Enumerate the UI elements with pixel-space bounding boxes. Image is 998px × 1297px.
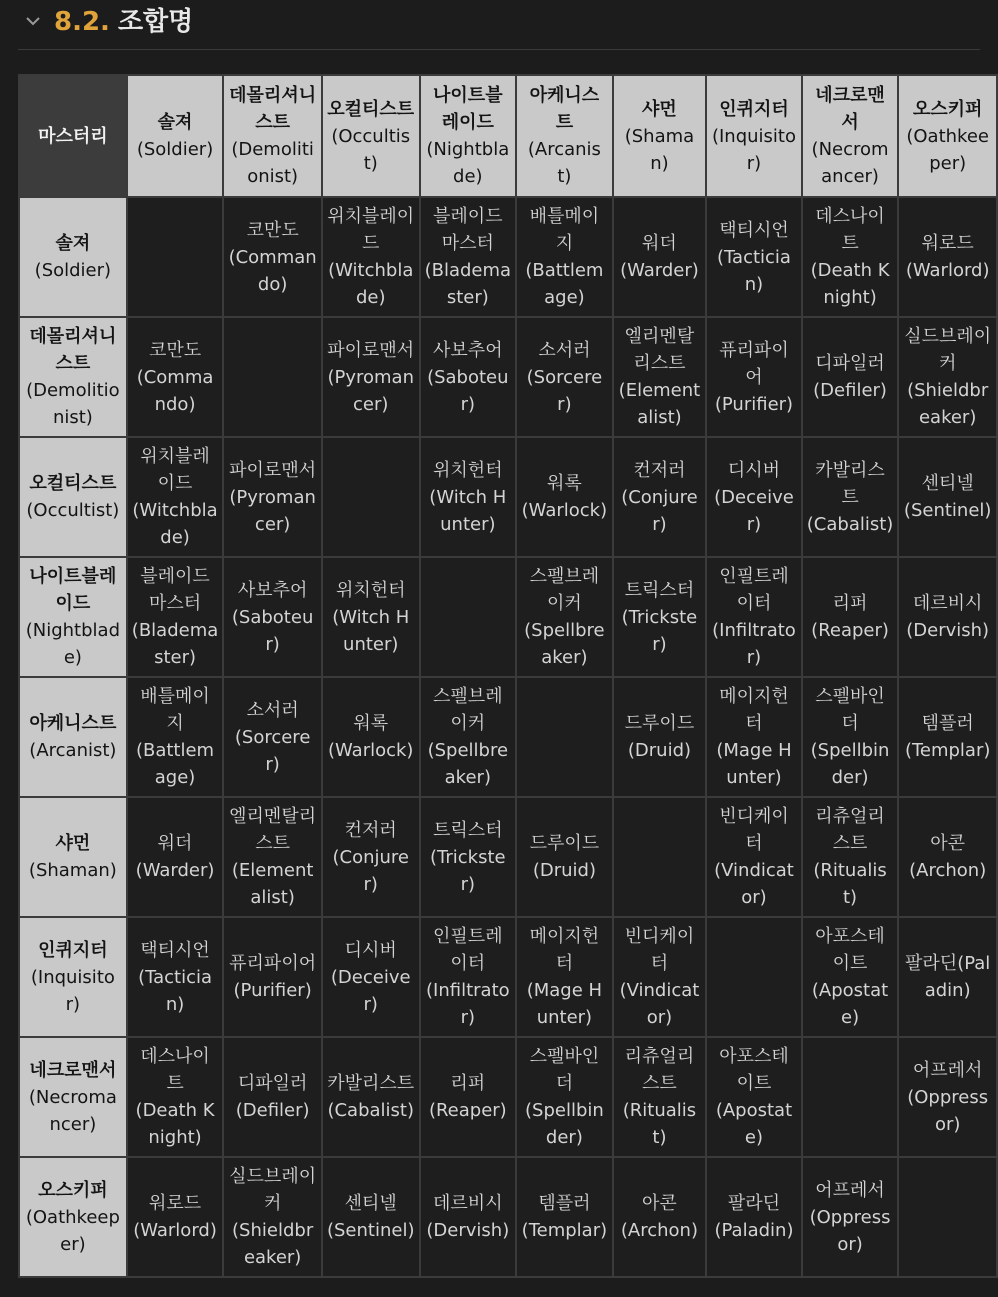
cell-ko: 드루이드: [624, 713, 695, 734]
row-header: [19, 677, 127, 797]
cell-ko: 센티넬: [921, 473, 974, 494]
cell-ko: 코만도: [148, 339, 202, 361]
row-header-ko: 오스키퍼: [38, 1179, 108, 1201]
corner-label: 마스터리: [38, 125, 108, 147]
column-header-ko: 네크로맨서: [815, 85, 885, 133]
cell-en: (Conjurer): [621, 486, 698, 535]
table-cell: [706, 677, 802, 797]
table-row: [19, 197, 997, 317]
cell-ko: 인필트레이터: [719, 566, 789, 614]
cell-ko: 워더: [642, 233, 677, 254]
cell-en: (Tactician): [717, 246, 791, 295]
table-cell: [322, 1037, 420, 1157]
cell-ko: 위치헌터: [335, 579, 406, 601]
cell-ko: 아포스테이트: [719, 1046, 789, 1094]
cell-en: (Deceiver): [714, 486, 794, 535]
table-cell: [223, 437, 322, 557]
cell-ko: 블레이드마스터: [433, 206, 503, 254]
cell-en: (Cabalist): [806, 513, 894, 535]
cell-ko: 실드브레이커: [229, 1166, 317, 1214]
cell-ko: 트릭스터: [433, 819, 503, 841]
cell-en: (Sorcerer): [234, 726, 311, 775]
cell-ko: 퓨리파이어: [719, 339, 789, 388]
table-cell: [802, 677, 899, 797]
section-number: 8.2.: [54, 7, 110, 37]
cell-ko: 스펠바인더: [815, 686, 885, 734]
table-cell: [706, 1157, 802, 1277]
table-cell: [223, 797, 322, 917]
cell-ko: 빈디케이터: [719, 806, 789, 854]
header-row: [19, 75, 997, 197]
column-header: [613, 75, 707, 197]
cell-en: (Cabalist): [327, 1100, 414, 1121]
corner-header: [19, 75, 127, 197]
cell-ko: 배틀메이지: [140, 686, 210, 734]
cell-en: (Trickster): [430, 846, 506, 895]
cell-en: (Witch Hunter): [429, 486, 507, 535]
cell-ko: 스펠브레이커: [529, 566, 600, 614]
chevron-down-icon[interactable]: [24, 12, 42, 30]
row-header-ko: 인퀴지터: [38, 939, 108, 961]
table-cell: [802, 197, 899, 317]
cell-ko: 블레이드마스터: [140, 566, 210, 614]
cell-ko: 택티시언: [719, 219, 789, 241]
table-cell: [420, 1037, 517, 1157]
row-header: [19, 437, 127, 557]
table-cell: [420, 1157, 517, 1277]
row-header-ko: 솔져: [55, 233, 91, 254]
cell-en: (Dervish): [426, 1220, 510, 1241]
column-header-ko: 오스키퍼: [912, 98, 983, 120]
column-header-en: (Demolitionist): [231, 139, 314, 187]
table-cell: [706, 317, 802, 437]
cell-en: (Templar): [904, 740, 991, 761]
table-cell: [223, 917, 322, 1037]
table-row: [19, 917, 997, 1037]
cell-en: (Battlemage): [135, 740, 215, 788]
cell-ko: 어프레서: [912, 1059, 983, 1081]
table-cell: [613, 557, 707, 677]
cell-en: (Mage Hunter): [526, 980, 603, 1028]
table-cell: [322, 917, 420, 1037]
cell-ko: 리퍼: [450, 1073, 486, 1094]
cell-en: (Vindicator): [619, 980, 700, 1028]
cell-en: (Blademaster): [131, 620, 219, 668]
table-cell: [613, 1037, 707, 1157]
row-header-ko: 오컬티스트: [29, 473, 117, 494]
table-cell: [223, 197, 322, 317]
column-header-en: (Shaman): [624, 125, 695, 174]
cell-en: (Tactician): [138, 966, 213, 1015]
cell-ko: 카발리스트: [815, 459, 885, 508]
table-body: [19, 197, 997, 1277]
cell-en: (Spellbinder): [810, 740, 890, 788]
table-cell: [322, 197, 420, 317]
cell-ko: 워로드: [921, 233, 974, 254]
cell-en: (Infiltrator): [426, 980, 510, 1028]
row-header: [19, 797, 127, 917]
cell-ko: 디시버: [344, 939, 397, 961]
cell-ko: 퓨리파이어: [229, 953, 317, 974]
row-header-en: (Shaman): [28, 860, 117, 881]
cell-en: (Pyromancer): [229, 486, 316, 535]
table-row: [19, 317, 997, 437]
column-header-en: (Inquisitor): [711, 125, 796, 174]
table-cell: [322, 797, 420, 917]
table-cell: [127, 1157, 224, 1277]
table-cell: [223, 557, 322, 677]
cell-ko: 데르비시: [912, 593, 983, 614]
cell-en: (Purifier): [714, 393, 794, 415]
table-cell: [898, 1037, 997, 1157]
table-cell: [322, 677, 420, 797]
column-header: [802, 75, 899, 197]
cell-en: (Vindicator): [714, 860, 794, 908]
cell-en: (Witch Hunter): [332, 606, 410, 655]
table-cell: [898, 797, 997, 917]
table-cell: [802, 317, 899, 437]
table-cell: [516, 1157, 613, 1277]
table-cell: [706, 197, 802, 317]
table-cell: [516, 197, 613, 317]
cell-en: (Spellbreaker): [524, 620, 605, 668]
cell-ko: 소서러: [538, 339, 591, 361]
cell-ko: 메이지헌터: [529, 926, 600, 974]
cell-en: (Archon): [620, 1220, 698, 1241]
row-header: [19, 317, 127, 437]
table-cell: [516, 1037, 613, 1157]
table-cell: [516, 317, 613, 437]
cell-en: (Elementalist): [618, 380, 701, 428]
cell-ko: 컨저러: [633, 459, 686, 481]
table-cell: [613, 917, 707, 1037]
cell-en: (Oppressor): [907, 1086, 989, 1135]
column-header-ko: 아케니스트: [529, 85, 600, 133]
table-cell: [706, 557, 802, 677]
cell-ko: 워로드: [148, 1193, 202, 1214]
table-cell: [223, 317, 322, 437]
cell-en: (Defiler): [235, 1100, 310, 1121]
column-header: [516, 75, 613, 197]
cell-en: (Warder): [620, 260, 699, 281]
table-cell: [802, 1037, 899, 1157]
cell-ko: 스펠바인더: [529, 1046, 600, 1094]
table-cell: [706, 917, 802, 1037]
table-cell: [127, 557, 224, 677]
cell-ko: 아포스테이트: [815, 926, 885, 974]
column-header-en: (Necromancer): [811, 139, 889, 187]
table-cell: [613, 797, 707, 917]
cell-ko: 디파일러: [237, 1073, 308, 1094]
cell-ko: 사보추어: [237, 579, 308, 601]
combination-table: [18, 74, 998, 1278]
row-header: [19, 1157, 127, 1277]
cell-en: (Sentinel): [903, 500, 992, 521]
table-cell: [322, 437, 420, 557]
cell-en: (Battlemage): [525, 260, 604, 308]
column-header: [898, 75, 997, 197]
row-header-en: (Soldier): [34, 260, 112, 281]
cell-en: (Sorcerer): [526, 366, 603, 415]
cell-ko: 실드브레이커: [904, 326, 992, 374]
cell-en: (Spellbinder): [525, 1100, 604, 1148]
column-header-ko: 샤먼: [642, 98, 677, 120]
cell-ko: 트릭스터: [624, 579, 695, 601]
row-header-en: (Inquisitor): [30, 966, 115, 1015]
table-cell: [706, 1037, 802, 1157]
cell-ko: 위치블레이드: [327, 206, 415, 254]
cell-en: (Saboteur): [231, 606, 314, 655]
table-cell: [322, 317, 420, 437]
table-cell: [127, 797, 224, 917]
table-cell: [898, 437, 997, 557]
cell-ko: 아콘: [642, 1193, 677, 1214]
table-cell: [420, 557, 517, 677]
cell-ko: 드루이드: [529, 833, 600, 854]
cell-en: (Paladin): [714, 1220, 794, 1241]
table-cell: [516, 917, 613, 1037]
row-header-ko: 샤먼: [55, 833, 91, 854]
cell-ko: 데르비시: [433, 1193, 503, 1214]
column-header-en: (Arcanist): [527, 139, 601, 187]
cell-ko: 사보추어: [433, 339, 503, 361]
cell-en: (Reaper): [428, 1100, 507, 1121]
cell-en: (Oppressor): [809, 1206, 891, 1255]
table-cell: [613, 197, 707, 317]
table-row: [19, 677, 997, 797]
table-cell: [127, 197, 224, 317]
column-header-en: (Nightblade): [426, 139, 510, 187]
column-header-en: (Occultist): [331, 125, 411, 174]
table-cell: [127, 317, 224, 437]
cell-en: (Pyromancer): [327, 366, 414, 415]
cell-en: (Commando): [228, 246, 317, 295]
cell-en: (Elementalist): [231, 860, 314, 908]
cell-en: (Ritualist): [622, 1100, 697, 1148]
cell-en: (Conjurer): [332, 846, 409, 895]
row-header: [19, 557, 127, 677]
column-header: [322, 75, 420, 197]
table-cell: [706, 797, 802, 917]
cell-ko: 팔라딘(Paladin): [905, 953, 991, 1001]
table-cell: [420, 917, 517, 1037]
table-cell: [613, 1157, 707, 1277]
row-header-ko: 데몰리셔니스트: [29, 326, 117, 374]
cell-ko: 위치블레이드: [140, 446, 210, 494]
cell-ko: 코만도: [246, 219, 299, 241]
table-cell: [802, 437, 899, 557]
row-header-en: (Oathkeeper): [25, 1206, 120, 1255]
table-row: [19, 557, 997, 677]
table-cell: [802, 917, 899, 1037]
table-cell: [322, 1157, 420, 1277]
cell-ko: 디시버: [727, 459, 781, 481]
cell-en: (Apostate): [715, 1100, 793, 1148]
column-header-en: (Soldier): [136, 139, 214, 160]
cell-ko: 센티넬: [344, 1193, 397, 1214]
cell-en: (Reaper): [811, 620, 889, 641]
row-header-ko: 네크로맨서: [29, 1059, 117, 1081]
table-cell: [420, 797, 517, 917]
row-header: [19, 1037, 127, 1157]
table-cell: [516, 797, 613, 917]
cell-en: (Witchblade): [328, 260, 414, 308]
table-cell: [898, 917, 997, 1037]
table-cell: [898, 1157, 997, 1277]
table-cell: [613, 677, 707, 797]
cell-en: (Apostate): [811, 980, 889, 1028]
column-header: [706, 75, 802, 197]
cell-ko: 팔라딘: [727, 1193, 781, 1214]
row-header-ko: 아케니스트: [29, 713, 117, 734]
table-cell: [898, 197, 997, 317]
cell-en: (Saboteur): [427, 366, 509, 415]
row-header-en: (Necromancer): [28, 1086, 117, 1135]
table-cell: [802, 1157, 899, 1277]
cell-en: (Sentinel): [326, 1220, 415, 1241]
cell-en: (Ritualist): [813, 860, 887, 908]
section-title-text: 조합명: [117, 7, 194, 37]
column-header: [127, 75, 224, 197]
cell-ko: 리퍼: [832, 593, 868, 614]
cell-en: (Shieldbreaker): [232, 1220, 314, 1268]
row-header-en: (Arcanist): [29, 740, 117, 761]
cell-en: (Death Knight): [810, 260, 890, 308]
row-header-ko: 나이트블레이드: [29, 566, 117, 614]
cell-en: (Templar): [521, 1220, 608, 1241]
table-cell: [127, 1037, 224, 1157]
table-cell: [898, 557, 997, 677]
cell-ko: 데스나이트: [815, 206, 885, 254]
column-header-en: (Oathkeeper): [906, 125, 989, 174]
cell-en: (Warlord): [133, 1220, 217, 1241]
table-cell: [613, 437, 707, 557]
cell-ko: 스펠브레이커: [433, 686, 503, 734]
section-header: [18, 0, 980, 50]
cell-ko: 빈디케이터: [624, 926, 695, 974]
cell-ko: 워더: [157, 833, 193, 854]
cell-ko: 카발리스트: [327, 1073, 415, 1094]
column-header-ko: 인퀴지터: [719, 98, 789, 120]
cell-ko: 소서러: [246, 699, 299, 721]
cell-ko: 워록: [547, 473, 582, 494]
cell-en: (Commando): [136, 366, 214, 415]
cell-en: (Purifier): [233, 980, 312, 1001]
cell-ko: 파이로맨서: [229, 459, 317, 481]
column-header: [420, 75, 517, 197]
table-cell: [223, 677, 322, 797]
cell-en: (Infiltrator): [712, 620, 796, 668]
table-cell: [322, 557, 420, 677]
cell-ko: 컨저러: [344, 819, 397, 841]
column-header-ko: 솔져: [157, 112, 193, 133]
table-cell: [223, 1157, 322, 1277]
table-cell: [516, 557, 613, 677]
table-cell: [127, 437, 224, 557]
column-header-ko: 데몰리셔니스트: [229, 85, 317, 133]
cell-ko: 리츄얼리스트: [815, 806, 885, 854]
row-header-en: (Occultist): [26, 500, 120, 521]
cell-en: (Spellbreaker): [427, 740, 509, 788]
cell-en: (Druid): [532, 860, 596, 881]
section-title: [54, 6, 193, 38]
cell-en: (Trickster): [621, 606, 698, 655]
row-header: [19, 197, 127, 317]
cell-ko: 데스나이트: [140, 1046, 210, 1094]
row-header-en: (Demolitionist): [26, 380, 120, 428]
row-header-en: (Nightblade): [25, 620, 120, 668]
table-cell: [127, 677, 224, 797]
column-header: [223, 75, 322, 197]
column-header-ko: 나이트블레이드: [433, 85, 503, 133]
table-cell: [127, 917, 224, 1037]
table-cell: [898, 317, 997, 437]
table-cell: [516, 437, 613, 557]
table-cell: [898, 677, 997, 797]
table-row: [19, 1037, 997, 1157]
cell-en: (Warder): [135, 860, 215, 881]
cell-ko: 위치헌터: [433, 459, 503, 481]
table-cell: [802, 797, 899, 917]
cell-ko: 어프레서: [815, 1179, 885, 1201]
cell-ko: 리츄얼리스트: [624, 1046, 695, 1094]
table-cell: [802, 557, 899, 677]
cell-en: (Archon): [909, 860, 987, 881]
cell-ko: 택티시언: [140, 939, 210, 961]
cell-en: (Defiler): [813, 380, 887, 401]
cell-ko: 템플러: [921, 713, 974, 734]
cell-ko: 템플러: [538, 1193, 591, 1214]
cell-ko: 메이지헌터: [719, 686, 789, 734]
cell-ko: 디파일러: [815, 353, 885, 374]
table-cell: [420, 317, 517, 437]
cell-en: (Mage Hunter): [716, 740, 792, 788]
table-row: [19, 1157, 997, 1277]
cell-en: (Blademaster): [424, 260, 512, 308]
cell-en: (Deceiver): [330, 966, 411, 1015]
table-cell: [223, 1037, 322, 1157]
cell-en: (Witchblade): [132, 500, 218, 548]
cell-en: (Dervish): [906, 620, 990, 641]
table-cell: [420, 437, 517, 557]
table-cell: [706, 437, 802, 557]
table-cell: [420, 677, 517, 797]
row-header: [19, 917, 127, 1037]
cell-ko: 인필트레이터: [433, 926, 503, 974]
cell-ko: 파이로맨서: [327, 339, 415, 361]
table-row: [19, 437, 997, 557]
cell-en: (Warlock): [521, 500, 608, 521]
cell-ko: 배틀메이지: [529, 206, 600, 254]
table-cell: [516, 677, 613, 797]
table-cell: [420, 197, 517, 317]
table-cell: [613, 317, 707, 437]
cell-ko: 워록: [353, 713, 389, 734]
cell-ko: 엘리멘탈리스트: [229, 806, 317, 854]
column-header-ko: 오컬티스트: [327, 98, 415, 120]
cell-en: (Shieldbreaker): [907, 380, 989, 428]
cell-en: (Warlock): [328, 740, 414, 761]
cell-en: (Death Knight): [135, 1100, 215, 1148]
cell-en: (Druid): [627, 740, 692, 761]
cell-en: (Warlord): [905, 260, 990, 281]
cell-ko: 아콘: [930, 833, 966, 854]
cell-ko: 엘리멘탈리스트: [624, 326, 695, 374]
table-row: [19, 797, 997, 917]
